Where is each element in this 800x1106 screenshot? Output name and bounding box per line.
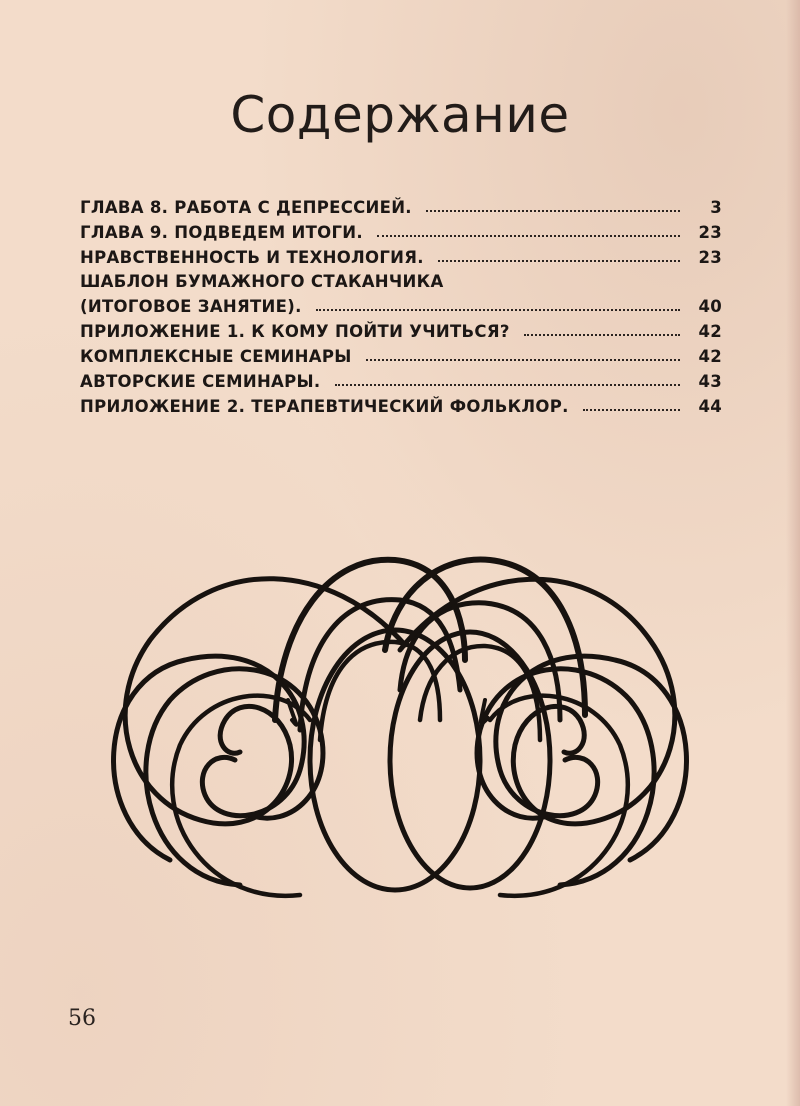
right-spiral-ring-3 xyxy=(490,696,628,896)
toc-entry-title: (ИТОГОВОЕ ЗАНЯТИЕ). xyxy=(80,297,302,316)
toc-entry-page: 42 xyxy=(698,347,722,366)
page-number: 56 xyxy=(68,1006,96,1031)
toc-entry-page: 23 xyxy=(698,248,722,267)
toc-entry-page: 40 xyxy=(698,297,722,316)
right-spiral-ring-1 xyxy=(496,656,687,860)
toc-entry-title: ШАБЛОН БУМАЖНОГО СТАКАНЧИКА xyxy=(80,272,444,291)
toc-entry-page: 3 xyxy=(710,198,722,217)
toc-entry-page: 44 xyxy=(698,397,722,416)
toc-entry-title: ГЛАВА 9. ПОДВЕДЕМ ИТОГИ. xyxy=(80,223,363,242)
toc-entry-title: АВТОРСКИЕ СЕМИНАРЫ. xyxy=(80,372,321,391)
toc-entry-title: КОМПЛЕКСНЫЕ СЕМИНАРЫ xyxy=(80,347,352,366)
center-ring-left xyxy=(310,630,480,890)
toc-entry-title: ПРИЛОЖЕНИЕ 1. К КОМУ ПОЙТИ УЧИТЬСЯ? xyxy=(80,322,510,341)
toc-entry-title: ПРИЛОЖЕНИЕ 2. ТЕРАПЕВТИЧЕСКИЙ ФОЛЬКЛОР. xyxy=(80,397,569,416)
toc-entry-page: 42 xyxy=(698,322,722,341)
center-ring-right xyxy=(390,632,550,888)
toc-entry-title: ГЛАВА 8. РАБОТА С ДЕПРЕССИЕЙ. xyxy=(80,198,412,217)
toc-entry-title: НРАВСТВЕННОСТЬ И ТЕХНОЛОГИЯ. xyxy=(80,248,424,267)
toc-entry-page: 23 xyxy=(698,223,722,242)
page-title: Содержание xyxy=(230,86,570,144)
left-spiral-ring-3 xyxy=(172,696,310,896)
toc-entry-page: 43 xyxy=(698,372,722,391)
